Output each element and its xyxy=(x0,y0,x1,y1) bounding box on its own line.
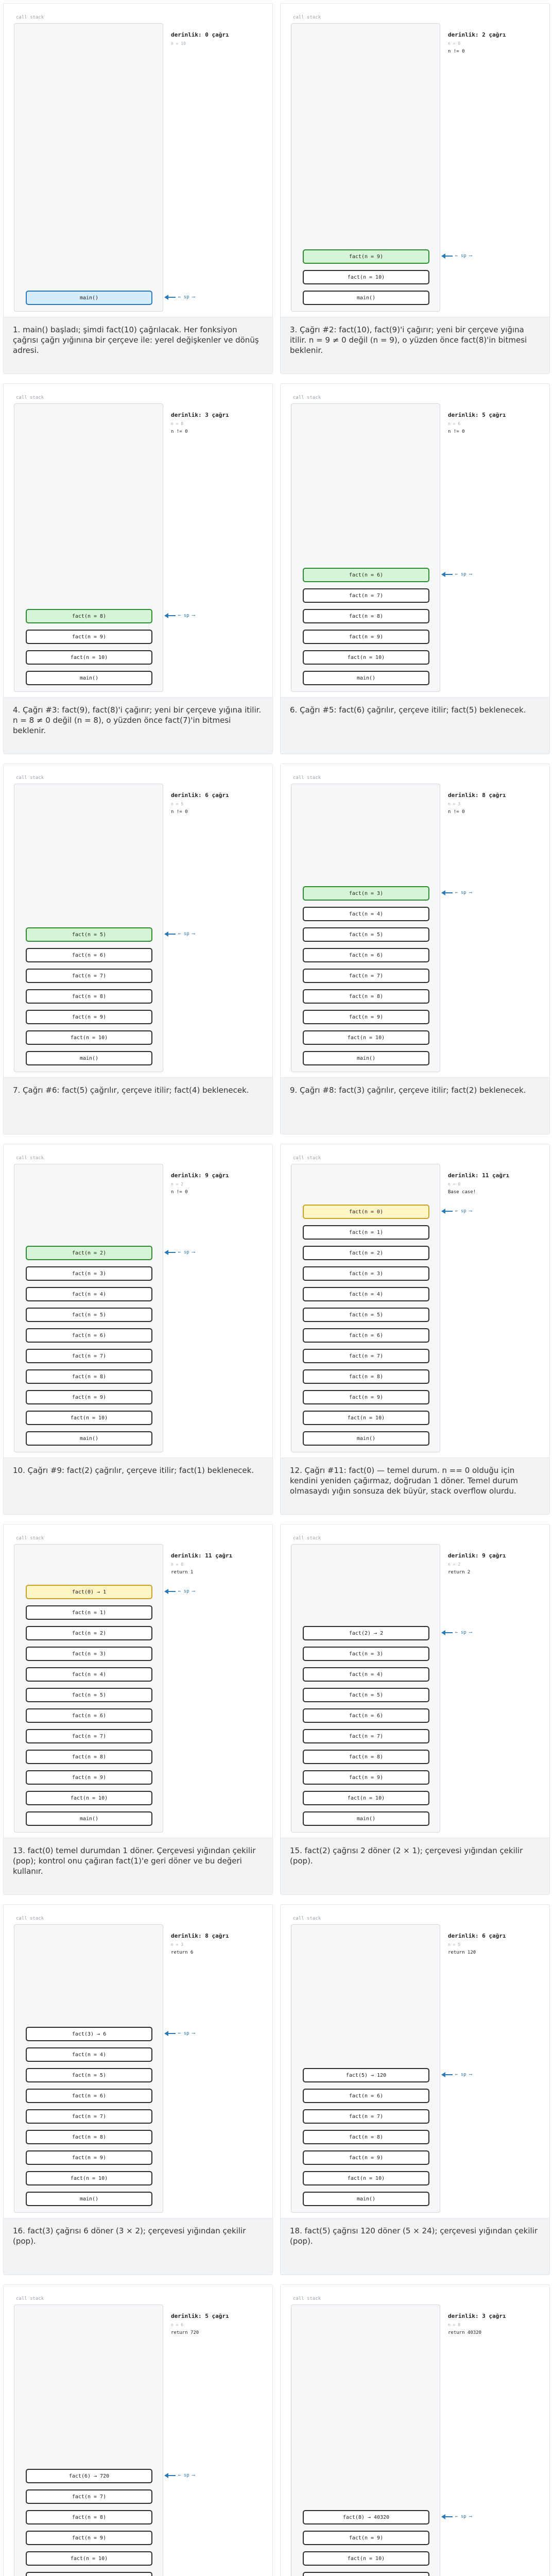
stack-frame: fact(n = 6) xyxy=(303,2089,429,2103)
step-card xyxy=(3,3,273,374)
info-panel xyxy=(171,1933,269,1955)
stack-frame: fact(n = 3) xyxy=(303,1647,429,1661)
stack-stage xyxy=(4,1144,272,1456)
step-caption: 18. fact(5) çağrısı 120 döner (5 × 24); çerçevesi yığından çekilir (pop). xyxy=(281,2218,549,2275)
stack-frame: fact(3) → 6 xyxy=(26,2027,152,2041)
stack-label: call stack xyxy=(16,1916,44,1921)
depth-readout: derinlik: 6 çağrı xyxy=(448,1933,506,1939)
param-readout: n = 6 xyxy=(448,421,461,426)
pointer-label: ← sp ⟶ xyxy=(455,2072,472,2077)
depth-readout: derinlik: 6 çağrı xyxy=(171,792,229,799)
call-stack-panel xyxy=(14,1164,163,1452)
param-readout: n = 3 xyxy=(448,802,461,806)
stack-frame: fact(n = 9) xyxy=(26,2531,152,2545)
step-caption: 9. Çağrı #8: fact(3) çağrılır, çerçeve itilir; fact(2) beklenecek. xyxy=(281,1077,549,1134)
step-note: return 1 xyxy=(171,1570,194,1575)
step-note: return 40320 xyxy=(448,2330,482,2335)
stack-stage xyxy=(281,764,549,1076)
param-readout: n = 8 xyxy=(448,2323,461,2327)
pointer-label: ← sp ⟶ xyxy=(455,890,472,895)
stack-frame: fact(n = 6) xyxy=(26,1328,152,1343)
call-stack-panel xyxy=(291,784,440,1072)
step-caption: 10. Çağrı #9: fact(2) çağrılır, çerçeve itilir; fact(1) beklenecek. xyxy=(4,1458,272,1514)
stack-frame: fact(0) → 1 xyxy=(26,1585,152,1599)
stack-frame: fact(n = 8) xyxy=(303,989,429,1004)
arrow-left-icon xyxy=(164,1250,168,1255)
param-readout: n = 8 xyxy=(171,421,184,426)
arrow-left-icon xyxy=(164,1589,168,1594)
main-frame: main() xyxy=(303,1431,429,1446)
depth-readout: derinlik: 3 çağrı xyxy=(171,412,229,418)
stack-frame: fact(n = 8) xyxy=(26,2510,152,2524)
stack-stage xyxy=(4,1524,272,1837)
arrow-shaft xyxy=(445,256,453,257)
arrow-left-icon xyxy=(441,572,445,577)
stack-frame: fact(n = 9) xyxy=(303,1390,429,1404)
info-panel xyxy=(448,1172,546,1195)
param-readout: n = 2 xyxy=(448,1562,461,1567)
step-note: return 6 xyxy=(171,1950,194,1955)
param-readout: n = 9 xyxy=(448,41,461,46)
stack-label: call stack xyxy=(16,1156,44,1161)
step-card xyxy=(280,3,550,374)
info-panel xyxy=(448,1933,546,1955)
stack-label: call stack xyxy=(293,15,321,20)
stack-label: call stack xyxy=(16,15,44,20)
stack-frame: fact(n = 5) xyxy=(26,1308,152,1322)
stack-frame: fact(n = 4) xyxy=(26,1667,152,1682)
stack-frame: fact(n = 8) xyxy=(303,609,429,623)
stack-stage xyxy=(281,1905,549,2217)
stack-frame: fact(n = 10) xyxy=(303,1030,429,1045)
info-panel xyxy=(171,2313,269,2335)
stack-pointer-arrow xyxy=(164,2030,197,2037)
call-stack-panel xyxy=(291,403,440,692)
call-stack-panel xyxy=(14,403,163,692)
stack-frame: fact(n = 10) xyxy=(303,650,429,665)
info-panel xyxy=(171,792,269,815)
stack-stage xyxy=(281,1144,549,1456)
pointer-label: ← sp ⟶ xyxy=(455,2514,472,2519)
pointer-label: ← sp ⟶ xyxy=(178,1589,195,1594)
stack-pointer-arrow xyxy=(441,2072,474,2078)
main-frame: main() xyxy=(26,1431,152,1446)
step-note: Base case! xyxy=(448,1190,476,1195)
step-card xyxy=(3,1524,273,1895)
main-frame: main() xyxy=(303,671,429,685)
main-frame xyxy=(26,2572,152,2576)
stack-frame: fact(n = 5) xyxy=(303,927,429,942)
step-note: n != 0 xyxy=(448,49,465,54)
stack-frame: fact(n = 9) xyxy=(303,630,429,644)
step-card xyxy=(3,383,273,754)
step-note: n != 0 xyxy=(448,809,465,815)
stack-frame: fact(n = 10) xyxy=(303,1791,429,1805)
info-panel xyxy=(448,2313,546,2335)
main-frame xyxy=(303,2572,429,2576)
call-stack-panel xyxy=(14,1924,163,2213)
stack-frame: fact(n = 9) xyxy=(303,249,429,264)
stack-label: call stack xyxy=(16,1536,44,1541)
step-note: n != 0 xyxy=(448,429,465,434)
stack-frame: fact(n = 0) xyxy=(303,1205,429,1219)
stack-label: call stack xyxy=(293,1156,321,1161)
stack-stage xyxy=(281,384,549,696)
main-frame: main() xyxy=(26,1811,152,1826)
pointer-label: ← sp ⟶ xyxy=(178,1250,195,1255)
stack-pointer-arrow xyxy=(441,2514,474,2520)
arrow-shaft xyxy=(445,892,453,893)
param-readout: n = 2 xyxy=(171,1182,184,1187)
call-stack-panel xyxy=(14,784,163,1072)
stack-frame: fact(n = 10) xyxy=(26,2551,152,2566)
stack-frame: fact(n = 4) xyxy=(303,1667,429,1682)
stack-frame: fact(n = 10) xyxy=(303,1411,429,1425)
info-panel xyxy=(448,31,546,54)
stack-frame: fact(n = 8) xyxy=(303,1750,429,1764)
stack-frame: fact(n = 8) xyxy=(26,1750,152,1764)
stack-frame: fact(n = 6) xyxy=(26,1708,152,1723)
stack-label: call stack xyxy=(16,775,44,781)
stack-frame: fact(n = 4) xyxy=(303,907,429,921)
pointer-label: ← sp ⟶ xyxy=(178,2031,195,2036)
pointer-label: ← sp ⟶ xyxy=(178,2473,195,2478)
depth-readout: derinlik: 8 çağrı xyxy=(171,1933,229,1939)
stack-stage xyxy=(4,384,272,696)
stack-frame: fact(n = 10) xyxy=(303,2171,429,2185)
stack-frame: fact(n = 3) xyxy=(26,1266,152,1281)
param-readout: n = 6 xyxy=(171,2323,184,2327)
step-caption: 4. Çağrı #3: fact(9), fact(8)'i çağırır; yeni bir çerçeve yığına itilir. n = 8 ≠ 0 değil (n = 8), o yüzden önce fact(7)'in bitmesi beklenir. xyxy=(4,697,272,754)
stack-frame: fact(n = 8) xyxy=(26,1369,152,1384)
step-note: n != 0 xyxy=(171,809,188,815)
stack-frame: fact(n = 4) xyxy=(303,1287,429,1301)
stack-frame: fact(n = 7) xyxy=(303,2109,429,2124)
stack-label: call stack xyxy=(293,2296,321,2301)
param-readout: n = 3 xyxy=(171,1942,184,1947)
call-stack-panel xyxy=(291,1164,440,1452)
pointer-label: ← sp ⟶ xyxy=(455,253,472,259)
step-card xyxy=(280,1904,550,2275)
depth-readout: derinlik: 8 çağrı xyxy=(448,792,506,799)
stack-frame: fact(n = 2) xyxy=(303,1246,429,1260)
arrow-left-icon xyxy=(441,2072,445,2077)
stack-frame: fact(n = 9) xyxy=(303,1010,429,1024)
stack-frame: fact(n = 9) xyxy=(303,2531,429,2545)
stack-frame: fact(6) → 720 xyxy=(26,2469,152,2483)
stack-frame: fact(n = 5) xyxy=(303,1688,429,1702)
arrow-shaft xyxy=(168,615,176,616)
stack-frame: fact(n = 6) xyxy=(303,568,429,582)
info-panel xyxy=(171,31,269,46)
arrow-left-icon xyxy=(441,2514,445,2519)
pointer-label: ← sp ⟶ xyxy=(455,1209,472,1214)
stack-frame: fact(n = 9) xyxy=(26,1390,152,1404)
stack-frame: fact(n = 3) xyxy=(26,1647,152,1661)
stack-label: call stack xyxy=(16,395,44,400)
step-card xyxy=(3,2284,273,2576)
step-card xyxy=(280,764,550,1134)
stack-frame: fact(n = 1) xyxy=(26,1605,152,1620)
stack-pointer-arrow xyxy=(164,613,197,619)
main-frame: main() xyxy=(26,2192,152,2206)
stack-frame: fact(n = 5) xyxy=(26,927,152,942)
stack-frame: fact(n = 10) xyxy=(303,2551,429,2566)
arrow-left-icon xyxy=(441,1209,445,1214)
stack-frame: fact(n = 8) xyxy=(303,1369,429,1384)
stack-frame: fact(n = 3) xyxy=(303,1266,429,1281)
stack-frame: fact(n = 3) xyxy=(303,886,429,901)
stack-frame: fact(n = 7) xyxy=(303,969,429,983)
stack-frame: fact(n = 6) xyxy=(26,948,152,962)
param-readout: n = 0 xyxy=(448,1182,461,1187)
stack-stage xyxy=(4,764,272,1076)
step-caption: 3. Çağrı #2: fact(10), fact(9)'i çağırır; yeni bir çerçeve yığına itilir. n = 9 ≠ 0 değil (n = 9), o yüzden önce fact(8)'in bitmesi beklenir. xyxy=(281,317,549,374)
call-stack-panel xyxy=(291,23,440,312)
call-stack-panel xyxy=(291,1544,440,1833)
pointer-label: ← sp ⟶ xyxy=(455,1630,472,1635)
arrow-left-icon xyxy=(164,613,168,618)
info-panel xyxy=(448,792,546,815)
stack-frame: fact(2) → 2 xyxy=(303,1626,429,1640)
arrow-shaft xyxy=(445,2074,453,2075)
arrow-left-icon xyxy=(164,295,168,300)
stack-frame: fact(n = 4) xyxy=(26,2047,152,2062)
step-card xyxy=(280,383,550,754)
stack-pointer-arrow xyxy=(164,294,197,300)
main-frame: main() xyxy=(303,2192,429,2206)
stack-frame: fact(n = 9) xyxy=(303,1770,429,1785)
depth-readout: derinlik: 3 çağrı xyxy=(448,2313,506,2319)
arrow-shaft xyxy=(445,2516,453,2517)
depth-readout: derinlik: 0 çağrı xyxy=(171,31,229,38)
stack-frame: fact(n = 9) xyxy=(26,1770,152,1785)
arrow-shaft xyxy=(168,2033,176,2034)
stack-frame: fact(n = 10) xyxy=(303,270,429,284)
step-note: return 2 xyxy=(448,1570,471,1575)
stack-pointer-arrow xyxy=(441,571,474,578)
stack-stage xyxy=(281,2285,549,2576)
arrow-shaft xyxy=(168,2475,176,2476)
stack-frame: fact(n = 6) xyxy=(303,948,429,962)
stack-frame: fact(n = 7) xyxy=(26,969,152,983)
param-readout: n = 10 xyxy=(171,41,186,46)
stack-pointer-arrow xyxy=(164,2472,197,2479)
arrow-shaft xyxy=(168,1252,176,1253)
depth-readout: derinlik: 9 çağrı xyxy=(171,1172,229,1179)
stack-pointer-arrow xyxy=(164,1588,197,1595)
step-caption: 7. Çağrı #6: fact(5) çağrılır, çerçeve itilir; fact(4) beklenecek. xyxy=(4,1077,272,1134)
stack-pointer-arrow xyxy=(441,890,474,896)
stack-frame: fact(n = 8) xyxy=(26,2130,152,2144)
stack-frame: fact(n = 4) xyxy=(26,1287,152,1301)
step-caption: 12. Çağrı #11: fact(0) — temel durum. n == 0 olduğu için kendini yeniden çağırmaz, doğrudan 1 döner. Temel durum olmasaydı yığın sonsuza dek büyür, stack overflow olurdu. xyxy=(281,1458,549,1514)
stack-label: call stack xyxy=(293,1536,321,1541)
step-caption: 16. fact(3) çağrısı 6 döner (3 × 2); çerçevesi yığından çekilir (pop). xyxy=(4,2218,272,2275)
arrow-shaft xyxy=(168,934,176,935)
call-stack-panel xyxy=(14,23,163,312)
stack-frame: fact(n = 9) xyxy=(26,1010,152,1024)
call-stack-panel xyxy=(291,2304,440,2576)
step-card xyxy=(280,1524,550,1895)
stack-label: call stack xyxy=(293,775,321,781)
stack-frame: fact(n = 10) xyxy=(26,1411,152,1425)
stack-frame: fact(n = 5) xyxy=(303,1308,429,1322)
stack-frame: fact(8) → 40320 xyxy=(303,2510,429,2524)
info-panel xyxy=(171,1172,269,1195)
stack-frame: fact(n = 9) xyxy=(26,2150,152,2165)
call-stack-panel xyxy=(14,2304,163,2576)
depth-readout: derinlik: 9 çağrı xyxy=(448,1552,506,1559)
step-card xyxy=(3,764,273,1134)
step-caption: 6. Çağrı #5: fact(6) çağrılır, çerçeve itilir; fact(5) beklenecek. xyxy=(281,697,549,754)
main-frame: main() xyxy=(303,1051,429,1065)
arrow-left-icon xyxy=(441,253,445,259)
stack-frame: fact(n = 1) xyxy=(303,1225,429,1240)
stack-label: call stack xyxy=(16,2296,44,2301)
stack-label: call stack xyxy=(293,395,321,400)
stack-frame: fact(n = 7) xyxy=(303,588,429,603)
stack-frame: fact(n = 7) xyxy=(26,2109,152,2124)
stack-pointer-arrow xyxy=(441,1208,474,1214)
stack-frame: fact(n = 9) xyxy=(303,2150,429,2165)
call-stack-panel xyxy=(14,1544,163,1833)
param-readout: n = 5 xyxy=(448,1942,461,1947)
step-note: n != 0 xyxy=(171,1190,188,1195)
step-caption: 1. main() başladı; şimdi fact(10) çağrılacak. Her fonksiyon çağrısı çağrı yığınına bir çerçeve ile: yerel değişkenler ve dönüş adresi. xyxy=(4,317,272,374)
stack-frame: fact(n = 5) xyxy=(26,2068,152,2082)
step-note: return 120 xyxy=(448,1950,476,1955)
stack-frame: fact(n = 10) xyxy=(26,1791,152,1805)
param-readout: n = 0 xyxy=(171,1562,184,1567)
main-frame: main() xyxy=(303,291,429,305)
arrow-left-icon xyxy=(164,2473,168,2478)
stack-frame: fact(n = 10) xyxy=(26,1030,152,1045)
stack-pointer-arrow xyxy=(441,253,474,259)
pointer-label: ← sp ⟶ xyxy=(178,613,195,618)
stack-frame: fact(n = 7) xyxy=(303,1349,429,1363)
arrow-left-icon xyxy=(164,2031,168,2036)
stack-frame: fact(n = 6) xyxy=(303,1328,429,1343)
depth-readout: derinlik: 11 çağrı xyxy=(448,1172,510,1179)
stack-stage xyxy=(4,1905,272,2217)
step-note: n != 0 xyxy=(171,429,188,434)
arrow-shaft xyxy=(168,1591,176,1592)
stack-frame: fact(5) → 120 xyxy=(303,2068,429,2082)
stack-frame: fact(n = 8) xyxy=(26,989,152,1004)
step-caption: 15. fact(2) çağrısı 2 döner (2 × 1); çerçevesi yığından çekilir (pop). xyxy=(281,1838,549,1894)
stack-frame: fact(n = 6) xyxy=(26,2089,152,2103)
stack-pointer-arrow xyxy=(164,1249,197,1256)
stack-frame: fact(n = 10) xyxy=(26,2171,152,2185)
step-card xyxy=(280,1144,550,1515)
stack-frame: fact(n = 8) xyxy=(26,609,152,623)
stack-frame: fact(n = 5) xyxy=(26,1688,152,1702)
main-frame: main() xyxy=(26,1051,152,1065)
arrow-shaft xyxy=(445,1632,453,1633)
stack-frame: fact(n = 6) xyxy=(303,1708,429,1723)
info-panel xyxy=(171,412,269,434)
stack-frame: fact(n = 2) xyxy=(26,1626,152,1640)
stack-stage xyxy=(4,2285,272,2576)
step-card xyxy=(3,1904,273,2275)
stack-frame: fact(n = 7) xyxy=(303,1729,429,1743)
stack-frame: fact(n = 7) xyxy=(26,2489,152,2504)
step-caption: 13. fact(0) temel durumdan 1 döner. Çerçevesi yığından çekilir (pop); kontrol onu çağıran fact(1)'e geri döner ve bu değeri kullanır. xyxy=(4,1838,272,1894)
stack-stage xyxy=(281,4,549,316)
pointer-label: ← sp ⟶ xyxy=(455,572,472,577)
stack-stage xyxy=(4,4,272,316)
depth-readout: derinlik: 2 çağrı xyxy=(448,31,506,38)
step-card xyxy=(3,1144,273,1515)
stack-frame: fact(n = 2) xyxy=(26,1246,152,1260)
pointer-label: ← sp ⟶ xyxy=(178,295,195,300)
main-frame: main() xyxy=(26,671,152,685)
pointer-label: ← sp ⟶ xyxy=(178,931,195,937)
call-stack-panel xyxy=(291,1924,440,2213)
stack-frame: fact(n = 7) xyxy=(26,1349,152,1363)
arrow-shaft xyxy=(445,574,453,575)
arrow-shaft xyxy=(168,297,176,298)
stack-pointer-arrow xyxy=(164,931,197,937)
stack-label: call stack xyxy=(293,1916,321,1921)
step-card xyxy=(280,2284,550,2576)
step-note: return 720 xyxy=(171,2330,199,2335)
stack-frame: fact(n = 7) xyxy=(26,1729,152,1743)
arrow-left-icon xyxy=(441,1630,445,1635)
info-panel xyxy=(448,412,546,434)
main-frame: main() xyxy=(303,1811,429,1826)
param-readout: n = 5 xyxy=(171,802,184,806)
stack-stage xyxy=(281,1524,549,1837)
stack-frame: fact(n = 9) xyxy=(26,630,152,644)
depth-readout: derinlik: 5 çağrı xyxy=(171,2313,229,2319)
stack-frame: fact(n = 10) xyxy=(26,650,152,665)
main-frame: main() xyxy=(26,291,152,305)
arrow-left-icon xyxy=(441,890,445,895)
arrow-left-icon xyxy=(164,931,168,937)
info-panel xyxy=(448,1552,546,1575)
arrow-shaft xyxy=(445,1211,453,1212)
depth-readout: derinlik: 5 çağrı xyxy=(448,412,506,418)
depth-readout: derinlik: 11 çağrı xyxy=(171,1552,233,1559)
stack-frame: fact(n = 8) xyxy=(303,2130,429,2144)
stack-pointer-arrow xyxy=(441,1630,474,1636)
info-panel xyxy=(171,1552,269,1575)
